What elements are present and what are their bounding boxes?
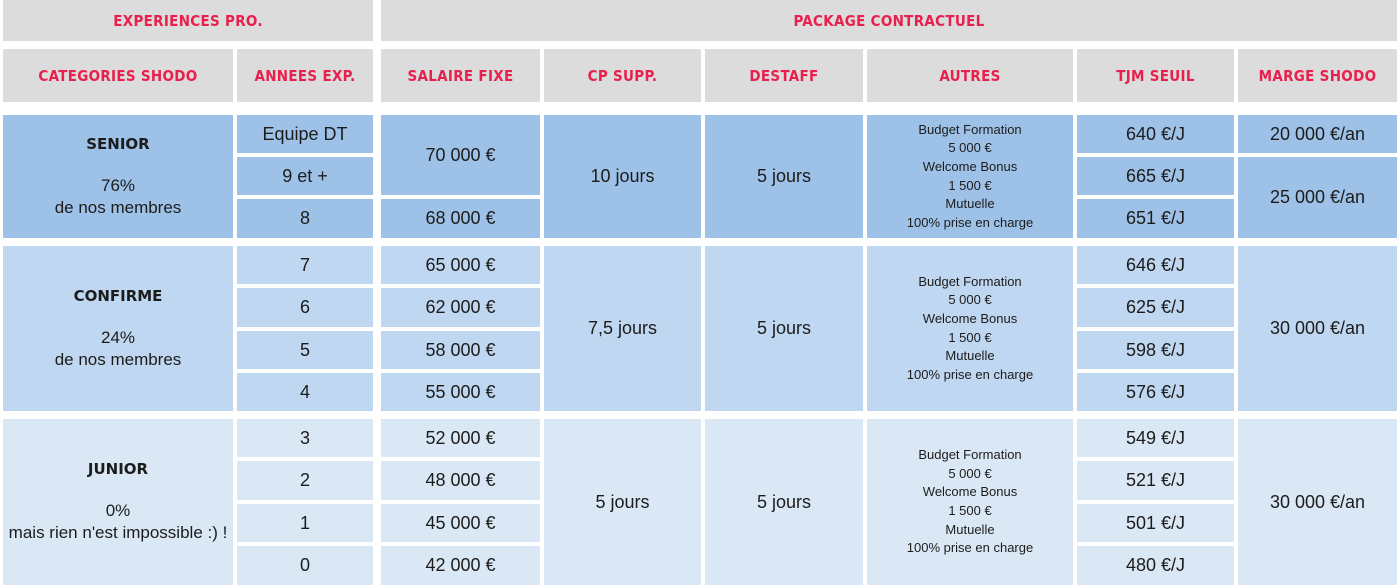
salary-cell: 68 000 € xyxy=(381,199,540,238)
autres-line: 5 000 € xyxy=(948,292,992,308)
tjm-cell: 640 €/J xyxy=(1077,115,1234,153)
years-cell: 5 xyxy=(237,331,373,369)
autres-line: Mutuelle xyxy=(945,521,995,537)
col-cp: CP SUPP. xyxy=(544,49,701,102)
autres-line: Welcome Bonus xyxy=(922,484,1018,500)
tjm-cell: 549 €/J xyxy=(1077,419,1234,457)
autres-line: 1 500 € xyxy=(948,503,992,518)
header-package: PACKAGE CONTRACTUEL xyxy=(381,0,1397,41)
tjm-cell: 651 €/J xyxy=(1077,199,1234,238)
tjm-cell: 501 €/J xyxy=(1077,504,1234,542)
category-description: de nos membres xyxy=(54,349,182,369)
tjm-cell: 646 €/J xyxy=(1077,246,1234,284)
category-percent: 0% xyxy=(105,501,131,520)
category-senior xyxy=(3,115,233,238)
years-cell: 6 xyxy=(237,288,373,327)
destaff-cell: 5 jours xyxy=(705,115,863,238)
autres-line: Welcome Bonus xyxy=(922,310,1018,326)
autres-line: 1 500 € xyxy=(948,177,992,193)
category-percent: 24% xyxy=(100,327,136,347)
tjm-cell: 576 €/J xyxy=(1077,373,1234,411)
autres-line: Budget Formation xyxy=(918,273,1022,289)
salary-cell: 52 000 € xyxy=(381,419,540,457)
salary-cell: 62 000 € xyxy=(381,288,540,327)
autres-cell xyxy=(867,419,1073,585)
autres-line: 100% prise en charge xyxy=(906,366,1034,382)
tjm-cell: 480 €/J xyxy=(1077,546,1234,585)
salary-cell: 58 000 € xyxy=(381,331,540,369)
years-cell: 3 xyxy=(237,419,373,457)
autres-line: Budget Formation xyxy=(918,121,1022,137)
autres-line: 100% prise en charge xyxy=(906,214,1034,230)
col-autres: AUTRES xyxy=(867,49,1073,102)
salary-cell: 55 000 € xyxy=(381,373,540,411)
category-name: JUNIOR xyxy=(87,460,149,478)
tjm-cell: 625 €/J xyxy=(1077,288,1234,327)
autres-line: 1 500 € xyxy=(948,329,992,345)
category-description: de nos membres xyxy=(54,197,182,217)
years-cell: 7 xyxy=(237,246,373,284)
years-cell: 9 et + xyxy=(237,157,373,195)
tjm-cell: 665 €/J xyxy=(1077,157,1234,195)
autres-line: Mutuelle xyxy=(945,348,995,364)
marge-cell: 30 000 €/an xyxy=(1238,419,1397,585)
cp-cell: 5 jours xyxy=(544,419,701,585)
years-cell: 1 xyxy=(237,504,373,542)
category-description: mais rien n'est impossible :) ! xyxy=(8,523,228,542)
salary-cell: 42 000 € xyxy=(381,546,540,585)
autres-line: 5 000 € xyxy=(948,140,992,156)
category-name: SENIOR xyxy=(86,134,150,153)
category-name: CONFIRME xyxy=(73,286,163,305)
marge-cell: 25 000 €/an xyxy=(1238,157,1397,238)
salary-cell: 48 000 € xyxy=(381,461,540,500)
category-junior xyxy=(3,419,233,585)
col-categories: CATEGORIES SHODO xyxy=(3,49,233,102)
autres-cell xyxy=(867,246,1073,411)
category-percent: 76% xyxy=(100,175,136,195)
col-destaff: DESTAFF xyxy=(705,49,863,102)
salary-cell: 45 000 € xyxy=(381,504,540,542)
years-cell: 8 xyxy=(237,199,373,238)
col-annees: ANNEES EXP. xyxy=(237,49,373,102)
cp-cell: 7,5 jours xyxy=(544,246,701,411)
marge-cell: 30 000 €/an xyxy=(1238,246,1397,411)
autres-line: Welcome Bonus xyxy=(922,158,1018,174)
col-marge: MARGE SHODO xyxy=(1238,49,1397,102)
header-experiences: EXPERIENCES PRO. xyxy=(3,0,373,41)
salary-cell: 65 000 € xyxy=(381,246,540,284)
salary-cell: 70 000 € xyxy=(381,115,540,195)
destaff-cell: 5 jours xyxy=(705,246,863,411)
category-confirme xyxy=(3,246,233,411)
years-cell: Equipe DT xyxy=(237,115,373,153)
col-salaire: SALAIRE FIXE xyxy=(381,49,540,102)
years-cell: 4 xyxy=(237,373,373,411)
autres-cell xyxy=(867,115,1073,238)
cp-cell: 10 jours xyxy=(544,115,701,238)
tjm-cell: 598 €/J xyxy=(1077,331,1234,369)
autres-line: 100% prise en charge xyxy=(906,540,1034,556)
tjm-cell: 521 €/J xyxy=(1077,461,1234,500)
marge-cell: 20 000 €/an xyxy=(1238,115,1397,153)
autres-line: 5 000 € xyxy=(948,465,992,481)
col-tjm: TJM SEUIL xyxy=(1077,49,1234,102)
years-cell: 0 xyxy=(237,546,373,585)
years-cell: 2 xyxy=(237,461,373,500)
autres-line: Mutuelle xyxy=(945,196,995,212)
autres-line: Budget Formation xyxy=(918,447,1022,463)
destaff-cell: 5 jours xyxy=(705,419,863,585)
